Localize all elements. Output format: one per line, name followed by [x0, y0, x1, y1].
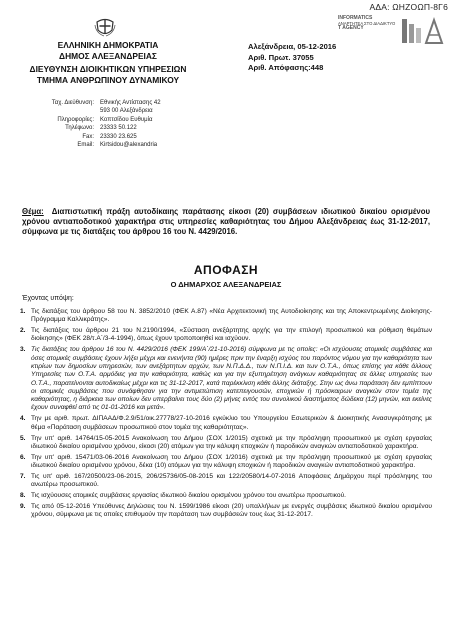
issuer-heading — [8, 40, 208, 85]
subject-label: Θέμα: — [22, 207, 44, 216]
diavgeia-line-3: T AGENCY — [338, 25, 364, 31]
diavgeia-line-1: INFORMATICS — [338, 15, 373, 21]
subject-text: Διαπιστωτική πράξη αυτοδίκαιης παράτασης είκοσι (20) συμβάσεων ιδιωτικού δικαίου ορισμένου χρόνου αντιαποδοτικού χαρακτήρα στις υπηρεσίες καθαριότητας του Δήμου Αλεξάνδρειας έως 31-12-2017, σύμφωνα με τις διατάξεις του άρθρου 16 του Ν. 4429/2016. — [22, 207, 430, 237]
list-item — [20, 327, 432, 344]
item-number: 6. — [20, 453, 26, 461]
heading-line-directorate: ΔΙΕΥΘΥΝΣΗ ΔΙΟΙΚΗΤΙΚΩΝ ΥΠΗΡΕΣΙΩΝ — [29, 64, 187, 74]
contact-value: 23333 50.122 — [100, 125, 137, 132]
item-number: 3. — [20, 346, 26, 354]
subject-block — [22, 207, 430, 238]
contact-row — [18, 99, 318, 107]
item-text: Την υπ' αριθ. 14764/15-05-2015 Ανακοίνωση του Δήμου (ΣΟΧ 1/2015) σχετικά με την πρόσληψη προσωπικού με σχέση εργασίας ιδιωτικού δικαίου ορισμένου χρόνου, είκοσι (20) ατόμων για την κάλυψη εποχικών ή παροδικών αναγκών αντιαποδοτικού χαρακτήρα. — [31, 434, 432, 450]
document-meta — [248, 42, 448, 74]
item-text: Τις υπ' αριθ. 167/20500/23-06-2015, 206/25736/05-08-2015 και 122/20580/14-07-2016 Αποφάσεις Δημάρχου περί πρόσληψης του ανωτέρω προσωπικού. — [31, 472, 432, 489]
contact-row — [18, 133, 318, 141]
list-item — [20, 503, 432, 520]
list-item — [20, 473, 432, 490]
item-text: Τις διατάξεις του άρθρου 58 του Ν. 3852/2010 (ΦΕΚ Α.87) «Νέα Αρχιτεκτονική της Αυτοδιοίκησης και της Αποκεντρωμένης Διοίκησης-Πρόγραμμα Καλλικράτης». — [31, 308, 432, 324]
contact-value: 593 00 Αλεξάνδρεια — [100, 108, 153, 115]
considerations-list — [20, 308, 432, 522]
list-item — [20, 492, 432, 500]
decision-subtitle: Ο ΔΗΜΑΡΧΟΣ ΑΛΕΞΑΝΔΡΕΙΑΣ — [170, 280, 282, 289]
considerations-intro: Έχοντας υπόψη: — [22, 295, 74, 302]
heading-line-department: ΤΜΗΜΑ ΑΝΘΡΩΠΙΝΟΥ ΔΥΝΑΜΙΚΟΥ — [36, 74, 180, 85]
contact-label: Email: — [77, 142, 94, 149]
diavgeia-line-2: ΑΝΑΡΤΗΤΕΑ ΣΤΟ ΔΙΑΔΙΚΤΥΟ — [338, 21, 396, 26]
item-number: 4. — [20, 415, 26, 423]
heading-line-municipality: ΔΗΜΟΣ ΑΛΕΞΑΝΔΡΕΙΑΣ — [59, 50, 157, 61]
contact-value: Κοπτσίδου Ευθυμία — [100, 116, 153, 123]
list-item — [20, 346, 432, 412]
item-text: Τις από 05-12-2016 Υπεύθυνες Δηλώσεις του Ν. 1599/1986 είκοσι (20) υπαλλήλων με ενεργές συμβάσεις ιδιωτικού δικαίου ορισμένου χρόνου, σύμφωνα με τις οποίες επιθυμούν την παράταση των συμβάσεών τους έως 31-12-2017. — [31, 502, 432, 519]
item-number: 7. — [20, 472, 26, 480]
ada-code: ΑΔΑ: ΩΗΖΟΩΠ-8Γ6 — [369, 2, 448, 12]
item-text: Την με αριθ. πρωτ. ΔΙΠΑΑΔ/Φ.2.9/51/οικ.27778/27-10-2016 εγκύκλιο του Υπουργείου Εσωτερικών & Διοικητικής Ανασυγκρότησης με θέμα «Παράταση συμβάσεων προσωπικού στον τομέα της καθαριότητας». — [31, 415, 432, 431]
item-number: 9. — [20, 502, 26, 510]
list-item — [20, 435, 432, 452]
contact-label: Τηλέφωνο: — [65, 125, 94, 132]
item-number: 5. — [20, 434, 26, 442]
contact-label: Fax: — [82, 133, 94, 140]
contact-label — [18, 107, 100, 115]
contact-row — [18, 141, 318, 149]
decision-title: ΑΠΟΦΑΣΗ — [193, 263, 259, 277]
list-item — [20, 415, 432, 432]
item-number: 2. — [20, 327, 26, 335]
heading-line-republic: ΕΛΛΗΝΙΚΗ ΔΗΜΟΚΡΑΤΙΑ — [57, 40, 159, 50]
protocol-number: Αριθ. Πρωτ. 37055 — [248, 52, 314, 62]
list-item — [20, 454, 432, 471]
decision-number: Αριθ. Απόφασης:448 — [248, 63, 324, 72]
contact-value: Kirtsidou@alexandria — [100, 142, 158, 149]
contact-info — [18, 99, 318, 149]
contact-row — [18, 107, 318, 115]
item-text: Τις διατάξεις του άρθρου 16 του Ν. 4429/2016 (ΦΕΚ 199/Α΄/21-10-2016) σύμφωνα με τις οποίες: «Οι ισχύουσες ατομικές συμβάσεις και όσες ατομικές συμβάσεις έχουν λήξει μέχρι και ενενήντα (90) ημέρες πριν την έναρξη ισχύος του παρόντος νόμου για την καθαριότητα των κτιρίων των δημοσίων υπηρεσιών, των ανεξάρτητων αρχών, των Ν.Π.Δ.Δ., των Ν.Π.Ι.Δ. και των Ο.Τ.Α., όπως επίσης για κάθε άλλους Υπηρεσίες των Ο.Τ.Α. αρμόδιες για την καθαριότητα, καθώς και για την εξυπηρέτηση ανάγκων καθαριότητας σε άλλες υπηρεσίες των Ο.Τ.Α., παρατείνονται αυτοδικαίως μέχρι και τις 31-12-2017, κατά παρέκκλιση κάθε άλλης διάταξης. Στην ως άνω παράταση δεν εμπίπτουν οι ατομικές συμβάσεις που συνάφθησαν για την αντιμετώπιση κατεπειγουσών, εποχικών ή πρόσκαιρων αναγκών στον τομέα της καθαριότητας, η διάρκεια των οποίων δεν υπερβαίνει τους δύο (2) μήνες εντός του συνολικού διαστήματος δώδεκα (12) μηνών, και εκείνες έχουν συναφθεί από τις 01-01-2016 και μετά». — [31, 346, 432, 412]
greek-emblem-icon — [94, 16, 116, 38]
contact-label: Ταχ. Διεύθυνση: — [51, 100, 94, 106]
item-number: 1. — [20, 308, 26, 315]
item-text: Τις ισχύουσες ατομικές συμβάσεις εργασίας ιδιωτικού δικαίου ορισμένου χρόνου του ανωτέρω προσωπικού. — [31, 492, 347, 500]
item-text: Την υπ' αριθ. 15471/03-06-2016 Ανακοίνωση του Δήμου (ΣΟΧ 1/2016) σχετικά με την πρόσληψη προσωπικού με σχέση εργασίας ιδιωτικού δικαίου ορισμένου χρόνου, δέκα (10) ατόμων για την κάλυψη εποχικών ή παροδικών αναγκών αντιαποδοτικού χαρακτήρα. — [31, 453, 432, 470]
document-date: Αλεξάνδρεια, 05-12-2016 — [248, 42, 337, 51]
contact-value: 23330 23.625 — [100, 133, 137, 140]
diavgeia-stamp-text — [338, 16, 400, 31]
list-item — [20, 308, 432, 325]
item-text: Τις διατάξεις του άρθρου 21 του Ν.2190/1994, «Σύσταση ανεξάρτητης αρχής για την επιλογή προσωπικού και ρύθμιση θεμάτων διοίκησης» (ΦΕΚ 28/τ.Α΄/3-4-1994), όπως έχουν τροποποιηθεί και ισχύουν. — [31, 327, 432, 343]
contact-row — [18, 116, 318, 124]
contact-value: Εθνικής Αντίστασης 42 — [100, 100, 161, 106]
contact-label: Πληροφορίες: — [57, 116, 94, 123]
item-number: 8. — [20, 492, 26, 500]
contact-row — [18, 124, 318, 132]
